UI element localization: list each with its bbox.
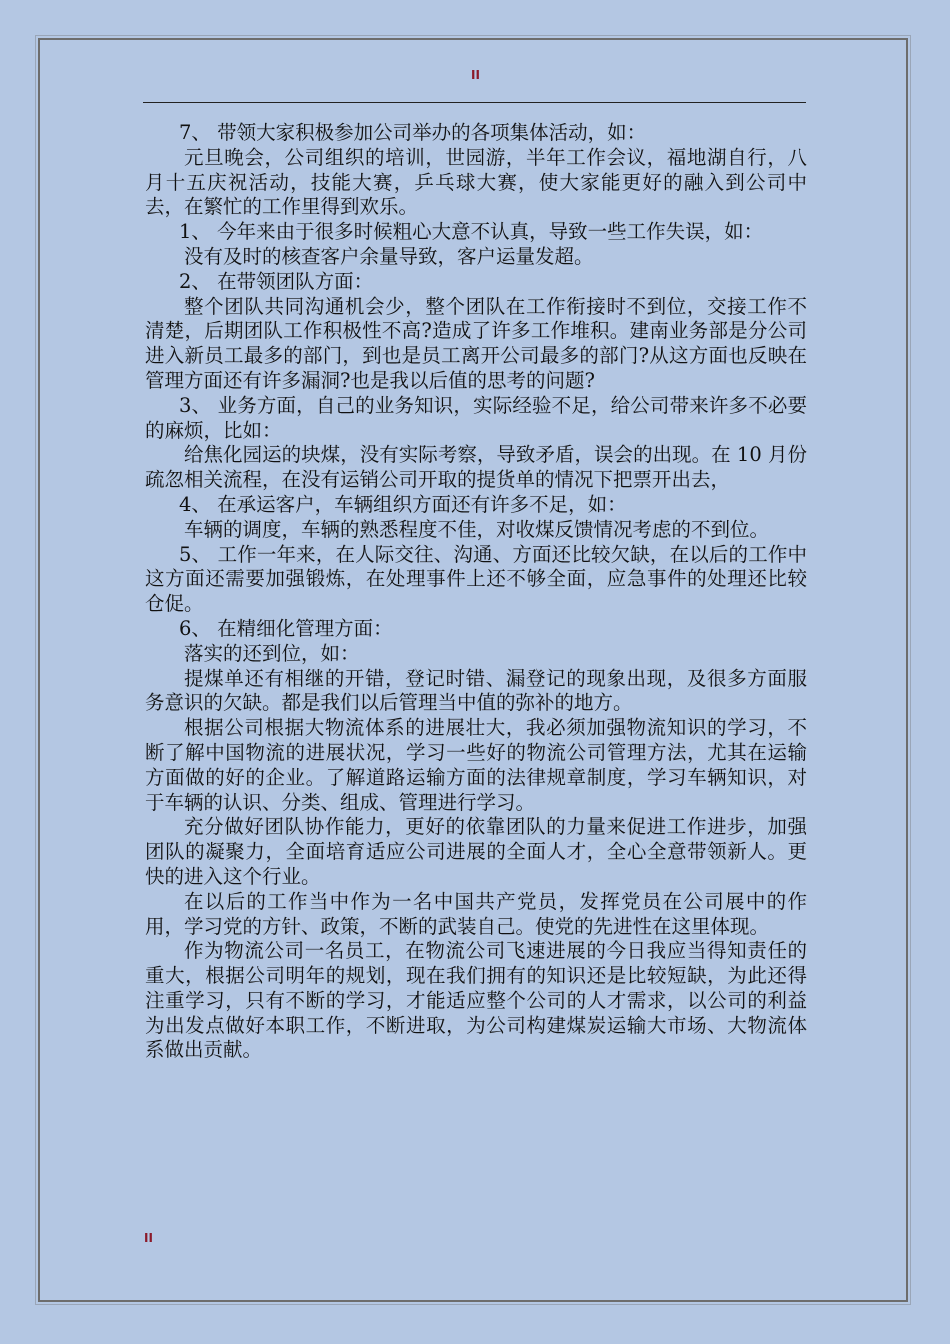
header-rule [143, 102, 806, 103]
paragraph: 作为物流公司一名员工，在物流公司飞速进展的今日我应当得知责任的重大，根据公司明年的规划，现在我们拥有的知识还是比较短缺，为此还得注重学习，只有不断的学习，才能适应整个公司的人才需求，以公司的利益为出发点做好本职工作，不断进取，为公司构建煤炭运输大市场、大物流体系做出贡献。 [145, 939, 807, 1062]
paragraph: 没有及时的核查客户余量导致，客户运量发超。 [184, 244, 594, 268]
paragraph: 1、 今年来由于很多时候粗心大意不认真，导致一些工作失误，如： [179, 220, 764, 244]
paragraph: 落实的还到位，如： [184, 641, 360, 665]
paragraph: 给焦化园运的块煤，没有实际考察，导致矛盾，误会的出现。在 10 月份疏忽相关流程，在没有运销公司开取的提货单的情况下把票开出去， [145, 443, 807, 492]
paragraph: 充分做好团队协作能力，更好的依靠团队的力量来促进工作进步，加强团队的凝聚力，全面培育适应公司进展的全面人才，全心全意带领新人。更快的进入这个行业。 [145, 815, 807, 888]
paragraph: 在以后的工作当中作为一名中国共产党员，发挥党员在公司展中的作用，学习党的方针、政策，不断的武装自己。使党的先进性在这里体现。 [145, 889, 807, 938]
paragraph: 2、 在带领团队方面： [179, 269, 374, 293]
paragraph: 4、 在承运客户，车辆组织方面还有许多不足，如： [179, 492, 627, 516]
paragraph: 元旦晚会，公司组织的培训，世园游，半年工作会议，福地湖自行，八月十五庆祝活动，技能大赛，乒乓球大赛，使大家能更好的融入到公司中去，在繁忙的工作里得到欢乐。 [145, 145, 807, 219]
header-mark: II [471, 68, 480, 82]
paragraph: 根据公司根据大物流体系的进展壮大，我必须加强物流知识的学习，不断了解中国物流的进展状况，学习一些好的物流公司管理方法，尤其在运输方面做的好的企业。了解道路运输方面的法律规章制度，学习车辆知识，对于车辆的认识、分类、组成、管理进行学习。 [145, 716, 807, 814]
paragraph: 整个团队共同沟通机会少，整个团队在工作衔接时不到位，交接工作不清楚，后期团队工作积极性不高?造成了许多工作堆积。建南业务部是分公司进入新员工最多的部门，到也是员工离开公司最多的部门?从这方面也反映在管理方面还有许多漏洞?也是我以后值的思考的问题? [145, 294, 807, 392]
paragraph: 3、 业务方面，自己的业务知识，实际经验不足，给公司带来许多不必要的麻烦，比如： [145, 393, 807, 442]
footer-mark: II [144, 1231, 153, 1245]
paragraph: 5、 工作一年来，在人际交往、沟通、方面还比较欠缺，在以后的工作中这方面还需要加强锻炼，在处理事件上还不够全面，应急事件的处理还比较仓促。 [145, 542, 807, 616]
paragraph: 7、 带领大家积极参加公司举办的各项集体活动，如： [179, 121, 647, 144]
paragraph: 6、 在精细化管理方面： [179, 616, 393, 640]
document-body [145, 121, 807, 1063]
paragraph: 提煤单还有相继的开错，登记时错、漏登记的现象出现，及很多方面服务意识的欠缺。都是我们以后管理当中值的弥补的地方。 [145, 666, 807, 715]
paragraph: 车辆的调度，车辆的熟悉程度不佳，对收煤反馈情况考虑的不到位。 [184, 517, 770, 541]
